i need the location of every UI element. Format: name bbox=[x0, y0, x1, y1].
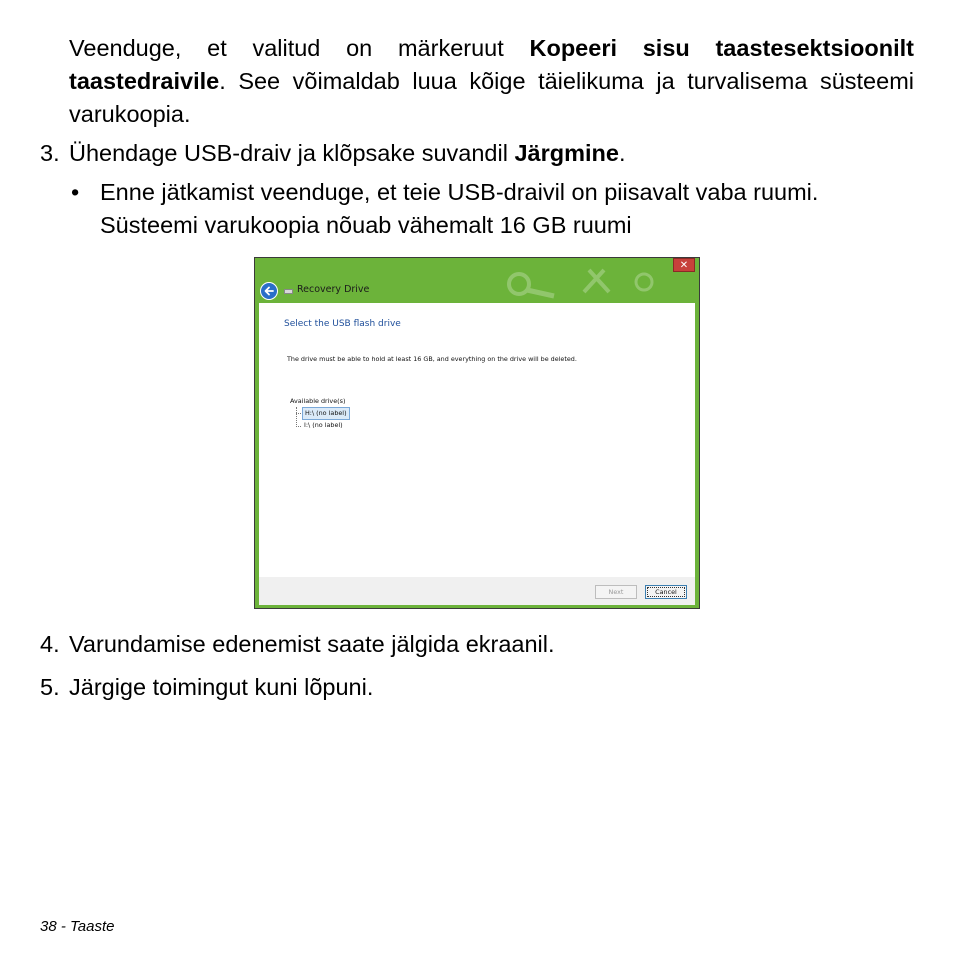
page-footer: 38 - Taaste bbox=[40, 918, 115, 935]
wizard-heading: Select the USB flash drive bbox=[284, 319, 401, 329]
step4-text: Varundamise edenemist saate jälgida ekraanil. bbox=[69, 631, 555, 657]
available-drives-label: Available drive(s) bbox=[290, 397, 346, 405]
step3-text-after: . bbox=[618, 140, 626, 166]
window-title: Recovery Drive bbox=[297, 284, 370, 295]
intro-bold-option: Kopeeri sisu taastesektsioonilt taastedraivile bbox=[69, 35, 914, 94]
bullet-text: Enne jätkamist veenduge, et teie USB-draivil on piisavalt vaba ruumi. Süsteemi varukoopia nõuab vähemalt 16 GB ruumi bbox=[100, 179, 819, 238]
tree-branch bbox=[296, 413, 301, 414]
intro-paragraph bbox=[69, 32, 914, 131]
wizard-description: The drive must be able to hold at least 16 GB, and everything on the drive will be deleted. bbox=[287, 355, 577, 363]
step5-number: 5. bbox=[40, 674, 60, 700]
bullet-symbol: • bbox=[71, 179, 80, 205]
step3-bold-next: Järgmine bbox=[514, 140, 619, 166]
tree-branch bbox=[296, 426, 301, 427]
step4-number: 4. bbox=[40, 631, 60, 657]
drive-icon bbox=[284, 289, 293, 294]
step3-text-before: Ühendage USB-draiv ja klõpsake suvandil bbox=[69, 140, 515, 166]
back-arrow-icon[interactable] bbox=[260, 282, 278, 300]
decorative-tools-icon bbox=[479, 262, 679, 302]
window-close-button[interactable]: ✕ bbox=[673, 258, 695, 272]
step3-number: 3. bbox=[40, 140, 60, 166]
drive-list-item-h[interactable]: H:\ (no label) bbox=[302, 407, 350, 420]
next-button[interactable]: Next bbox=[595, 585, 637, 599]
intro-text-after: . See võimaldab luua kõige täielikuma ja turvalisema süsteemi varukoopia. bbox=[69, 68, 914, 127]
drive-list-item-i[interactable]: I:\ (no label) bbox=[304, 421, 343, 429]
recovery-drive-screenshot bbox=[254, 257, 700, 609]
intro-text-before: Veenduge, et valitud on märkeruut bbox=[69, 35, 530, 61]
wizard-footer bbox=[259, 577, 695, 605]
cancel-button[interactable]: Cancel bbox=[645, 585, 687, 599]
step3-text bbox=[69, 137, 914, 170]
step5-text: Järgige toimingut kuni lõpuni. bbox=[69, 674, 374, 700]
wizard-content bbox=[259, 303, 695, 577]
